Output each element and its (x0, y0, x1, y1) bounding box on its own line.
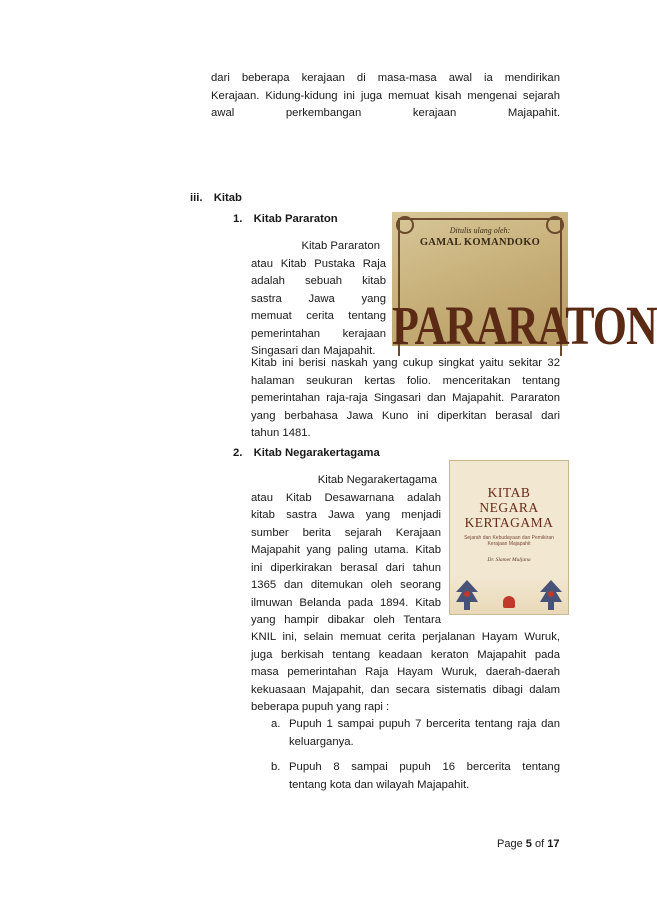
ornament-icon (538, 578, 564, 612)
cover-author: Dr. Slamet Muljana (487, 557, 531, 563)
intro-line: dari beberapa kerajaan di masa-masa awal ia mendirikan (211, 72, 560, 84)
cover-title: PARARATON (392, 295, 657, 357)
kitab2-wrap-paragraph (251, 472, 441, 630)
page-footer (497, 838, 559, 850)
cover-subtitle: Ditulis ulang oleh: (449, 226, 511, 235)
list-item-line: tentang kota dan wilayah Majapahit. (289, 778, 470, 791)
cover-subtitle: Sejarah dan Kebudayaan dan Pemikiran Kerajaan Majapahit (464, 535, 554, 547)
kitab1-wrap-paragraph (251, 238, 386, 361)
cover-title-line: KERTAGAMA (464, 515, 554, 530)
pararaton-cover-image (392, 212, 657, 357)
list-item (289, 716, 560, 751)
list-marker: b. (271, 761, 281, 773)
kitab2-line: juga berkisah tentang keadaan keraton Majapahit pada (251, 648, 560, 661)
kitab1-line: adalah sebuah kitab (251, 275, 386, 287)
kitab1-line: memuat cerita tentang (251, 310, 386, 322)
section-heading (190, 190, 242, 207)
kitab2-number: 2. (233, 447, 243, 459)
list-item-line: Pupuh 1 sampai pupuh 7 bercerita tentang raja dan (289, 718, 560, 730)
kitab2-line: ilmuwan Belanda pada 1894. Kitab (251, 596, 441, 609)
kitab2-line: kitab sastra Jawa yang menjadi (251, 509, 441, 521)
ornament-icon (454, 578, 480, 612)
kitab1-number: 1. (233, 213, 243, 225)
kitab1-line: pemerintahan kerajaan (251, 327, 386, 340)
cover-title (450, 485, 568, 530)
kitab2-line: ini diperkirakan berasal dari tahun (251, 561, 441, 574)
kitab1-line: Kitab ini berisi naskah yang cukup singkat yaitu sekitar 32 (251, 357, 560, 369)
kitab1-line: pemerintahan raja-raja Singasari dan Majapahit. Pararaton (251, 392, 560, 404)
kitab2-line: Kitab Negarakertagama (317, 474, 437, 486)
page-label: Page (497, 838, 523, 850)
kitab2-line: KNIL ini, selain memuat cerita perjalanan Hayam Wuruk, (251, 631, 560, 643)
kitab1-line: yang berbahasa Jawa Kuno ini diperkitan berasal dari (251, 409, 560, 422)
cover-title-line: KITAB (487, 485, 531, 500)
kitab1-line: Kitab Pararaton (301, 240, 380, 252)
kitab2-line: yang hampir dibakar oleh Tentara (251, 614, 441, 626)
page-total: 17 (547, 838, 560, 850)
kitab1-title: Kitab Pararaton (253, 213, 338, 225)
cover-title-line: NEGARA (479, 500, 539, 515)
kitab2-line: 1365 dan ditemukan oleh seorang (251, 579, 441, 591)
page-number: 5 (525, 838, 532, 850)
list-item-line: Pupuh 8 sampai pupuh 16 bercerita tentang (289, 761, 560, 773)
kitab2-line: atau Kitab Desawarnana adalah (251, 491, 441, 504)
section-number: iii. (190, 192, 203, 204)
kitab1-full-paragraph (251, 355, 560, 443)
kitab1-line: tahun 1481. (251, 427, 311, 439)
kitab2-line: masa pemerintahan Raja Hayam Wuruk, daerah-daerah (251, 666, 560, 678)
negarakertagama-cover-image (449, 460, 569, 615)
kitab2-line: kekuasaan Majapahit, dan secara sistematis dibagi dalam (251, 683, 560, 696)
kitab1-line: Singasari dan Majapahit. (251, 345, 376, 357)
kitab1-line: sastra Jawa yang (251, 292, 386, 305)
kitab2-heading (233, 445, 380, 462)
cover-author: GAMAL KOMANDOKO (419, 237, 541, 248)
kitab2-title: Kitab Negarakertagama (253, 447, 380, 459)
list-marker: a. (271, 718, 281, 730)
emblem-icon (503, 596, 515, 608)
kitab2-line: Majapahit yang paling utama. Kitab (251, 544, 441, 556)
list-item (289, 759, 560, 794)
kitab1-line: atau Kitab Pustaka Raja (251, 257, 386, 270)
intro-paragraph (211, 70, 560, 123)
of-label: of (534, 838, 545, 850)
list-item-line: keluarganya. (289, 735, 354, 748)
kitab2-line: beberapa pupuh yang rapi : (251, 701, 390, 713)
intro-line: Kerajaan. Kidung-kidung ini juga memuat kisah mengenai sejarah (211, 89, 560, 102)
kitab1-line: halaman seukuran kertas folio. menceritakan tentang (251, 374, 560, 387)
kitab1-heading (233, 211, 338, 228)
intro-line: awal perkembangan kerajaan Majapahit. (211, 107, 560, 119)
section-title: Kitab (213, 192, 242, 204)
kitab2-full-paragraph (251, 629, 560, 717)
kitab2-line: sumber berita sejarah Kerajaan (251, 526, 441, 539)
